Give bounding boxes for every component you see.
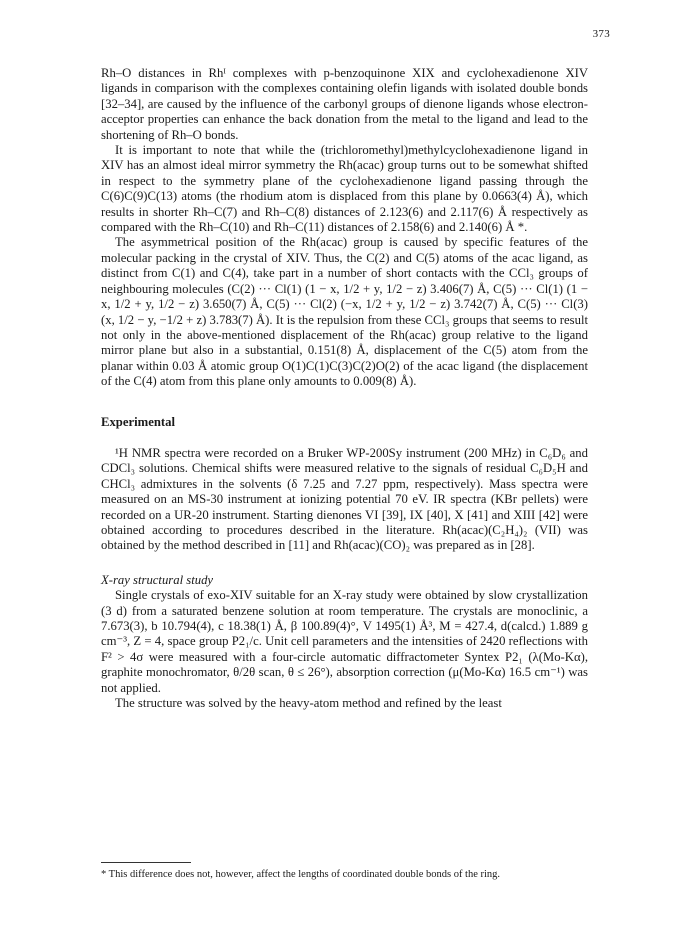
page-number: 373	[592, 28, 610, 40]
paragraph-nmr-spectra: ¹H NMR spectra were recorded on a Bruker WP-200Sy instrument (200 MHz) in C₆D₆ and CDCl₃ solutions. Chemical shifts were measured relative to the signals of residual C₆D₅H and CHCl₃ admixtures in the solvents (δ 7.25 and 7.27 ppm, respectively). Mass spectra were measured on an MS-30 instrument at ionizing potential 70 eV. IR spectra (KBr pellets) were recorded on a UR-20 instrument. Starting dienones VI [39], IX [40], X [41] and XIII [42] were obtained according to procedures described in the literature. Rh(acac)(C₂H₄)₂ (VII) was obtained by the method described in [11] and Rh(acac)(CO)₂ was prepared as in [28].	[101, 445, 588, 553]
paragraph-mirror-symmetry: It is important to note that while the (trichloromethyl)methylcyclohexadienone ligand in XIV has an almost ideal mirror symmetry the Rh(acac) group turns out to be somewhat shifted in respect to the symmetry plane of the cyclohexadienone ligand passing through the C(6)C(9)C(13) atoms (the rhodium atom is displaced from this plane by 0.0663(4) Å), which results in shorter Rh–C(7) and Rh–C(8) distances of 2.123(6) and 2.117(6) Å respectively as compared with the Rh–C(10) and Rh–C(11) distances of 2.158(6) and 2.140(6) Å *.	[101, 143, 588, 235]
body-text	[101, 66, 588, 711]
footnote-divider	[101, 862, 191, 863]
paragraph-asymmetrical-position: The asymmetrical position of the Rh(acac) group is caused by specific features of the molecular packing in the crystal of XIV. Thus, the C(2) and C(5) atoms of the acac ligand, as distinct from C(1) and C(4), take part in a number of short contacts with the CCl₃ groups of neighbouring molecules (C(2) ··· Cl(1) (1 − x, 1/2 + y, 1/2 − z) 3.406(7) Å, C(5) ··· Cl(1) (1 − x, 1/2 + y, 1/2 − z) 3.650(7) Å, C(5) ··· Cl(2) (−x, 1/2 + y, 1/2 − z) 3.742(7) Å, C(5) ··· Cl(3) (x, 1/2 − y, −1/2 + z) 3.783(7) Å). It is the repulsion from these CCl₃ groups that seems to result not only in the above-mentioned displacement of the Rh(acac) group relative to the ligand mirror plane but also in a substantial, 0.151(8) Å, displacement of the C(5) atom from the planar within 0.03 Å atomic group O(1)C(1)C(3)C(2)O(2) of the acac ligand (the displacement of the C(4) atom from this plane only amounts to 0.009(8) Å).	[101, 235, 588, 389]
paragraph-single-crystals: Single crystals of exo-XIV suitable for an X-ray study were obtained by slow crystallization (3 d) from a saturated benzene solution at room temperature. The crystals are monoclinic, a 7.673(3), b 10.794(4), c 18.38(1) Å, β 100.89(4)°, V 1495(1) Å³, M = 427.4, d(calcd.) 1.889 g cm⁻³, Z = 4, space group P2₁/c. Unit cell parameters and the intensities of 2420 reflections with F² > 4σ were measured with a four-circle automatic diffractometer Syntex P2₁ (λ(Mo-Kα), graphite monochromator, θ/2θ scan, θ ≤ 26°), absorption correction (μ(Mo-Kα) 16.5 cm⁻¹) was not applied.	[101, 588, 588, 695]
footnote: * This difference does not, however, affect the lengths of coordinated double bonds of the ring.	[101, 869, 501, 880]
experimental-heading: Experimental	[101, 414, 176, 429]
paragraph-rh-o-distances: Rh–O distances in Rhᴵ complexes with p-benzoquinone XIX and cyclohexadienone XIV ligands in comparison with the complexes containing olefin ligands with isolated double bonds [32–34], are caused by the influence of the carbonyl groups of dienone ligands whose electron-acceptor properties can enhance the back donation from the metal to the ligand and lead to the shortening of Rh–O bonds.	[101, 66, 588, 142]
paragraph-structure-solution: The structure was solved by the heavy-atom method and refined by the least	[115, 696, 502, 711]
xray-study-heading: X-ray structural study	[101, 572, 214, 587]
